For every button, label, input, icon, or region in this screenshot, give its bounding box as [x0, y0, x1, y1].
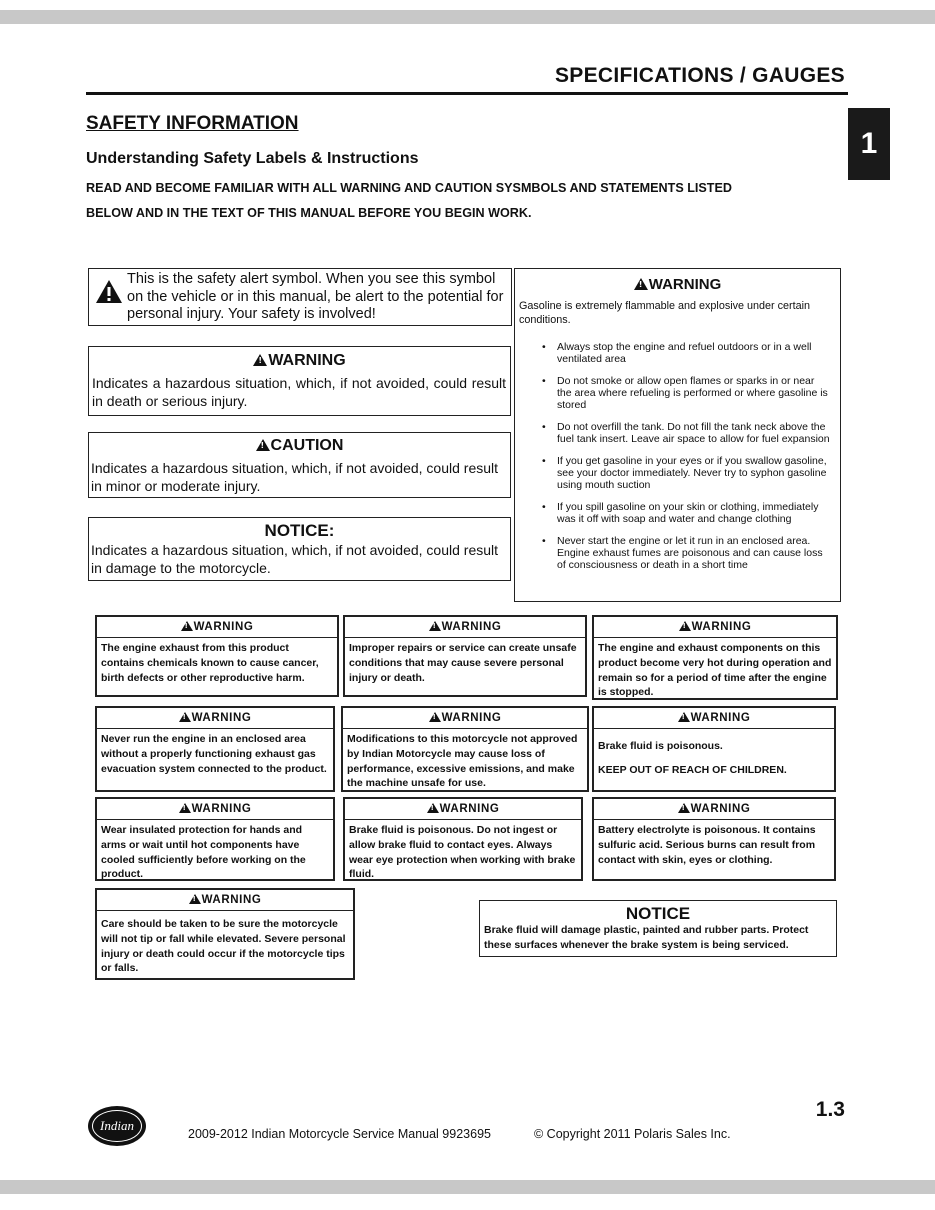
warning-icon: [634, 278, 648, 290]
warning-label: [343, 615, 587, 697]
indian-logo-text: Indian: [100, 1118, 134, 1133]
warning-icon: [179, 803, 191, 813]
brake-notice-text: Brake fluid will damage plastic, painted and rubber parts. Protect these surfaces whenever the brake system is being serviced.: [484, 924, 809, 951]
warning-label-text: Never run the engine in an enclosed area without a properly functioning exhaust gas evacuation system connected to the product.: [101, 733, 327, 775]
warning-label: [95, 797, 335, 881]
warning-label-title: WARNING: [191, 712, 252, 724]
list-item: • If you spill gasoline on your skin or clothing, immediately was it off with soap and water and change clothing: [557, 501, 837, 525]
footer-manual-title: 2009-2012 Indian Motorcycle Service Manual 9923695: [188, 1127, 491, 1141]
warning-label-title: WARNING: [193, 621, 254, 633]
gasoline-warning-list: [515, 341, 837, 571]
notice-definition-title: NOTICE:: [264, 521, 335, 540]
gasoline-warning-box: [514, 268, 841, 602]
warning-label-text: Improper repairs or service can create unsafe conditions that may cause severe personal injury or death.: [349, 642, 577, 684]
warning-label-title: WARNING: [439, 803, 500, 815]
top-scan-bar: [0, 10, 935, 24]
list-item: • Do not smoke or allow open flames or sparks in or near the area where refueling is performed or where gasoline is stored: [557, 375, 837, 411]
header-rule: [86, 92, 848, 95]
warning-label: [592, 797, 836, 881]
warning-icon: [181, 621, 193, 631]
indian-logo: [88, 1106, 146, 1146]
warning-label: [95, 615, 339, 697]
list-item: • Always stop the engine and refuel outdoors or in a well ventilated area: [557, 341, 837, 365]
warning-icon: [678, 803, 690, 813]
warning-label-text: Modifications to this motorcycle not approved by Indian Motorcycle may cause loss of performance, excessive emissions, and make the machine unsafe for use.: [347, 733, 578, 790]
safety-alert-box: [88, 268, 512, 326]
list-item: • If you get gasoline in your eyes or if you swallow gasoline, see your doctor immediately. Never try to syphon gasoline using mouth suction: [557, 455, 837, 491]
warning-label: [95, 888, 355, 980]
warning-label-title: WARNING: [201, 894, 262, 906]
warning-label-title: WARNING: [690, 712, 751, 724]
caution-definition-text: Indicates a hazardous situation, which, if not avoided, could result in minor or moderate injury.: [91, 460, 499, 494]
warning-label-text-2: KEEP OUT OF REACH OF CHILDREN.: [598, 763, 787, 776]
warning-icon: [427, 803, 439, 813]
warning-icon: [189, 894, 201, 904]
warning-label-text: Care should be taken to be sure the motorcycle will not tip or fall while elevated. Severe personal injury or death could occur if the motorcycle tips or falls.: [101, 918, 346, 975]
footer-copyright: © Copyright 2011 Polaris Sales Inc.: [534, 1127, 731, 1141]
warning-icon: [429, 712, 441, 722]
warning-label-text: Brake fluid is poisonous. Do not ingest or allow brake fluid to contact eyes. Always wear eye protection when working with brake fluid.: [349, 824, 576, 881]
bottom-scan-bar: [0, 1180, 935, 1194]
warning-label: [95, 706, 335, 792]
safety-alert-icon: [95, 279, 123, 304]
warning-label-title: WARNING: [691, 621, 752, 633]
page-title: SAFETY INFORMATION: [86, 113, 299, 134]
warning-icon: [679, 621, 691, 631]
notice-definition-box: [88, 517, 511, 581]
list-item: • Never start the engine or let it run in an enclosed area. Engine exhaust fumes are poisonous and can cause loss of consciousness or death in a short time: [557, 535, 837, 571]
warning-label: [592, 615, 838, 700]
intro-line-2: BELOW AND IN THE TEXT OF THIS MANUAL BEFORE YOU BEGIN WORK.: [86, 206, 532, 220]
safety-alert-text: This is the safety alert symbol. When you see this symbol on the vehicle or in this manual, be alert to the potential for personal injury. Your safety is involved!: [127, 271, 504, 322]
warning-label-text: The engine exhaust from this product contains chemicals known to cause cancer, birth defects or other reproductive harm.: [101, 642, 319, 684]
warning-label-text: Brake fluid is poisonous.: [598, 740, 723, 752]
page-number: 1.3: [815, 1098, 845, 1121]
warning-label-title: WARNING: [191, 803, 252, 815]
warning-label-title: WARNING: [690, 803, 751, 815]
warning-icon: [429, 621, 441, 631]
caution-icon: [256, 439, 270, 451]
warning-label: [592, 706, 836, 792]
gasoline-warning-intro: Gasoline is extremely flammable and explosive under certain conditions.: [519, 300, 811, 326]
warning-definition-title: WARNING: [268, 352, 346, 369]
warning-label: [341, 706, 589, 792]
warning-label-title: WARNING: [441, 621, 502, 633]
brake-notice-title: NOTICE: [625, 904, 691, 923]
intro-line-1: READ AND BECOME FAMILIAR WITH ALL WARNING AND CAUTION SYSMBOLS AND STATEMENTS LISTED: [86, 181, 732, 195]
warning-label-title: WARNING: [441, 712, 502, 724]
notice-definition-text: Indicates a hazardous situation, which, if not avoided, could result in damage to the motorcycle.: [91, 542, 499, 576]
brake-notice-box: [479, 900, 837, 957]
warning-label-text: The engine and exhaust components on this product become very hot during operation and remain so for a period of time after the engine is stopped.: [598, 642, 832, 699]
warning-icon: [179, 712, 191, 722]
section-title: SPECIFICATIONS / GAUGES: [554, 64, 845, 87]
gasoline-warning-title: WARNING: [648, 276, 722, 293]
warning-icon: [253, 354, 267, 366]
warning-icon: [678, 712, 690, 722]
warning-definition-text: Indicates a hazardous situation, which, if not avoided, could result in death or serious injury.: [92, 375, 506, 409]
list-item: • Do not overfill the tank. Do not fill the tank neck above the fuel tank insert. Leave air space to allow for fuel expansion: [557, 421, 837, 445]
page-subtitle: Understanding Safety Labels & Instructions: [86, 150, 419, 167]
caution-definition-title: CAUTION: [270, 437, 344, 454]
caution-definition-box: [88, 432, 511, 498]
warning-label-text: Battery electrolyte is poisonous. It contains sulfuric acid. Serious burns can result from contact with skin, eyes or clothing.: [598, 824, 816, 866]
warning-definition-box: [88, 346, 511, 416]
chapter-tab: 1: [848, 108, 890, 180]
warning-label: [343, 797, 583, 881]
warning-label-text: Wear insulated protection for hands and arms or wait until hot components have cooled sufficiently before working on the product.: [101, 824, 306, 881]
